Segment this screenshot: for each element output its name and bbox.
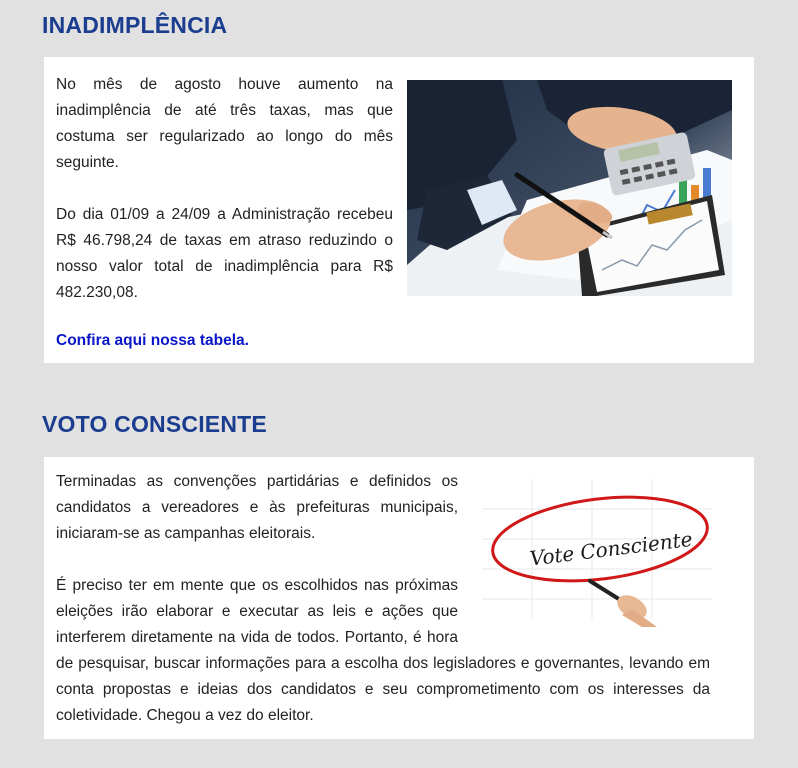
section-title-voto-consciente: VOTO CONSCIENTE: [42, 411, 267, 437]
finance-image: [407, 80, 732, 296]
vote-image-text: Vote Consciente: [528, 526, 694, 571]
voto-consciente-card: [44, 457, 754, 739]
voto-paragraph-2: É preciso ter em mente que os escolhidos nas próximas eleições irão elaborar e executar as leis e ações que interferem diretamente na vida de todos. Portanto, é hora de pesquisar, buscar informações para a escolha dos legisladores e governantes, levando em conta propostas e ideias dos candidatos e seu comprometimento com os interesses da coletividade. Chegou a vez do eleitor.: [56, 577, 710, 724]
section-title-inadimplencia: INADIMPLÊNCIA: [42, 12, 228, 38]
inadimplencia-paragraph-1: No mês de agosto houve aumento na inadimplência de até três taxas, mas que costuma ser regularizado ao longo do mês seguinte.: [56, 76, 393, 171]
inadimplencia-card: [44, 57, 754, 363]
vote-image: [472, 469, 722, 627]
voto-paragraph-1: Terminadas as convenções partidárias e definidos os candidatos a vereadores e às prefeituras municipais, iniciaram-se as campanhas eleitorais.: [56, 473, 458, 542]
inadimplencia-paragraph-2: Do dia 01/09 a 24/09 a Administração recebeu R$ 46.798,24 de taxas em atraso reduzindo o nosso valor total de inadimplência para R$ 482.230,08.: [56, 206, 393, 301]
table-link[interactable]: Confira aqui nossa tabela.: [56, 332, 249, 349]
